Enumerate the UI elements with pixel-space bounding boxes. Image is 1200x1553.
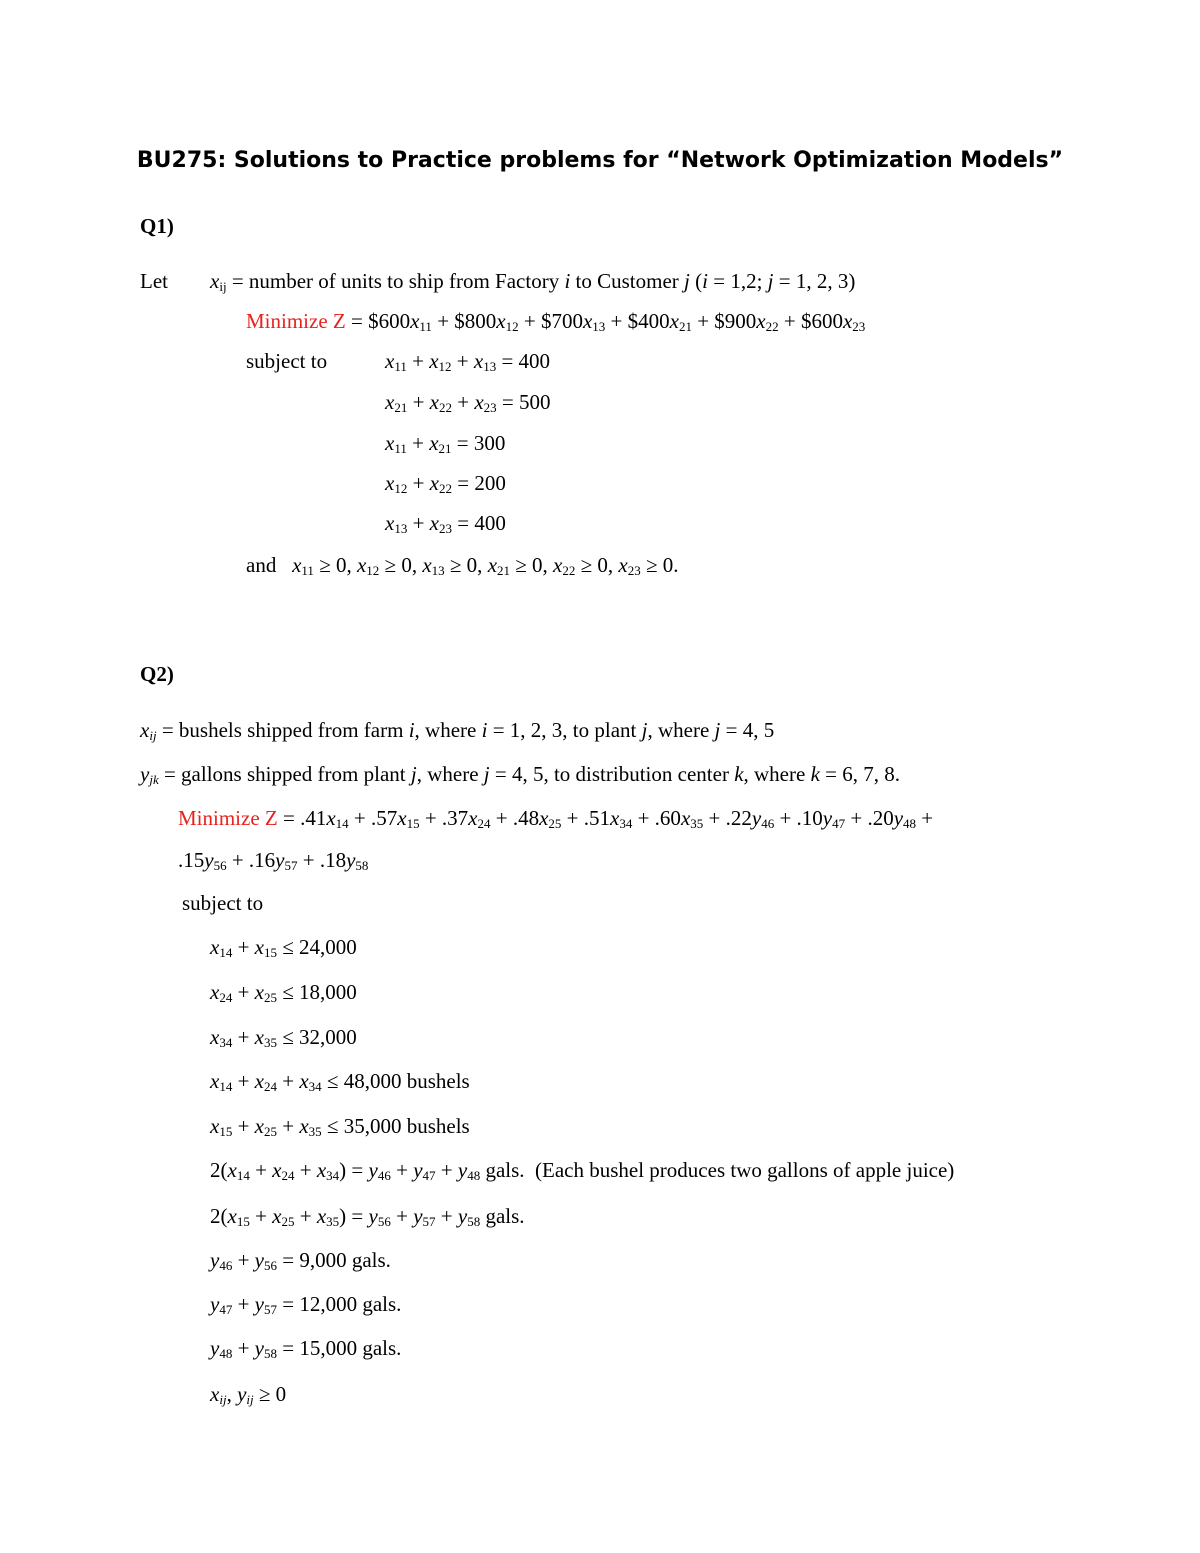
q1-constraint: $x_{12} + x_{22} = 200$ — [385, 471, 506, 496]
q2-minimize-label: Minimize Z — [178, 806, 278, 830]
q2-constraint: $2(x_{15} + x_{25} + x_{35}) = y_{56} + y_{57} + y_{58}$ gals. — [210, 1204, 525, 1229]
q2-constraint: $x_{24} + x_{25} \le 18,000$ — [210, 980, 357, 1005]
q2-objective-line2: $.15y_{56} + .16y_{57} + .18y_{58}$ — [178, 848, 369, 873]
q2-constraint: $2(x_{14} + x_{24} + x_{34}) = y_{46} + y_{47} + y_{48}$ gals. (Each bushel produces two gallons of apple juice) — [210, 1158, 955, 1183]
q1-objective: Minimize $Z = \$600x_{11}$ + $\$800x_{12}$ + $\$700x_{13}$ + $\$400x_{21}$ + $\$900x_{22}$ + $\$600x_{23}$ — [246, 309, 866, 334]
page-title: BU275: Solutions to Practice problems for “Network Optimization Models” — [136, 148, 1064, 173]
q2-constraint: $y_{48} + y_{58} = 15,000$ gals. — [210, 1336, 402, 1361]
q1-def-prefix: = number of units to ship from Factory — [231, 269, 560, 293]
q2-heading: Q2) — [140, 662, 174, 686]
q1-constraint: $x_{11} + x_{12} + x_{13} = 400$ — [385, 349, 551, 374]
q1-let-label: Let — [140, 269, 168, 293]
q1-subject-to: subject to — [246, 349, 328, 373]
q1-variable-definition: $x_{ij}$ = number of units to ship from Factory i to Customer j (i = 1,2; j = 1, 2, 3) — [210, 269, 856, 294]
q1-def-mid: to Customer — [575, 269, 679, 293]
q2-constraint: $x_{34} + x_{35} \le 32,000$ — [210, 1025, 357, 1050]
q2-def-y: $y_{jk}$ = gallons shipped from plant j, where j = 4, 5, to distribution center k, where k = 6, 7, 8. — [140, 762, 900, 787]
q1-constraint: $x_{11} + x_{21} = 300$ — [385, 431, 506, 456]
q2-constraint: $x_{14} + x_{15} \le 24,000$ — [210, 935, 357, 960]
q1-nonnegativity: and $x_{11} \ge 0$, $x_{12} \ge 0$, $x_{13} \ge 0$, $x_{21} \ge 0$, $x_{22} \ge 0$, $x_{23} \ge 0$. — [246, 553, 679, 578]
q2-objective-line1: Minimize $Z = .41x_{14} + .57x_{15} + .37x_{24} + .48x_{25} + .51x_{34} + .60x_{35} + .22y_{46} + .10y_{47} + .20y_{48}$ + — [178, 806, 934, 831]
q1-heading: Q1) — [140, 214, 174, 238]
q1-constraint: $x_{13} + x_{23} = 400$ — [385, 511, 506, 536]
q1-constraint: $x_{21} + x_{22} + x_{23} = 500$ — [385, 390, 551, 415]
q1-minimize-label: Minimize Z — [246, 309, 346, 333]
q2-constraint: $x_{15} + x_{25} + x_{35} \le 35,000$ bushels — [210, 1114, 470, 1139]
q2-nonnegativity: $x_{ij}$, $y_{ij} \ge 0$ — [210, 1382, 287, 1407]
q2-constraint: $x_{14} + x_{24} + x_{34} \le 48,000$ bushels — [210, 1069, 470, 1094]
q2-def-x: $x_{ij}$ = bushels shipped from farm i, where i = 1, 2, 3, to plant j, where j = 4, 5 — [140, 718, 775, 743]
q2-subject-to: subject to — [182, 891, 264, 915]
q2-constraint: $y_{47} + y_{57} = 12,000$ gals. — [210, 1292, 402, 1317]
q2-constraint: $y_{46} + y_{56} = 9,000$ gals. — [210, 1248, 391, 1273]
